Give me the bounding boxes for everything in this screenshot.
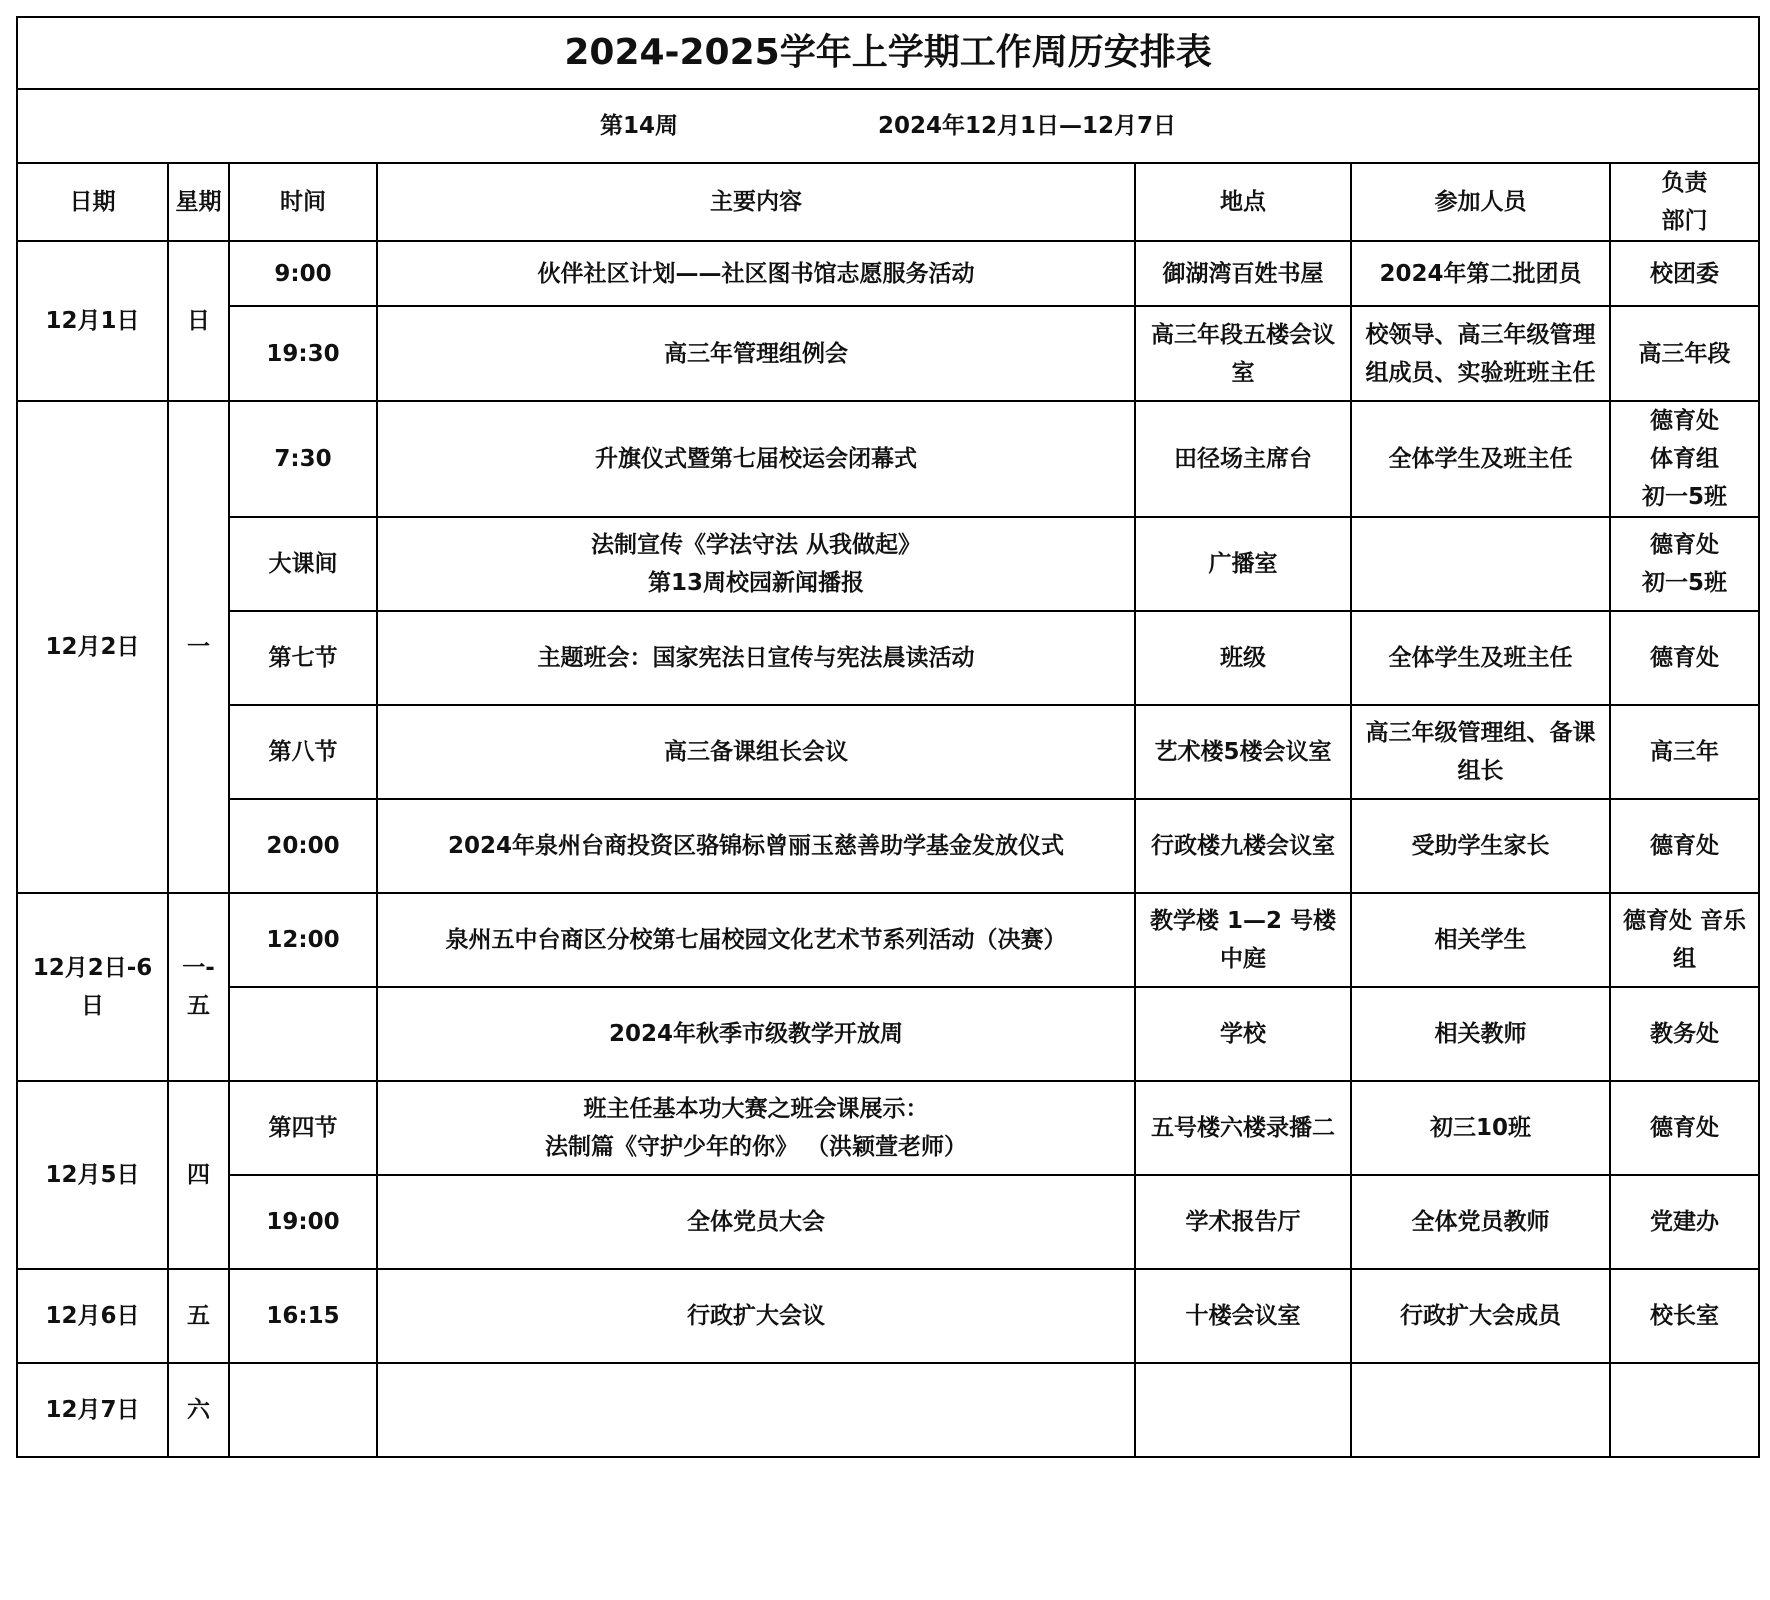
time-cell: 19:30 xyxy=(229,306,377,401)
schedule-row xyxy=(17,705,1759,799)
dept-cell-line: 德育处 xyxy=(1650,408,1720,434)
content-cell xyxy=(377,1175,1135,1269)
dept-cell xyxy=(1610,1363,1759,1457)
schedule-sheet xyxy=(16,16,1760,1458)
schedule-row xyxy=(17,1269,1759,1363)
dept-cell-line: 德育处 xyxy=(1650,645,1720,671)
dept-cell-line: 初一5班 xyxy=(1642,484,1728,510)
place-cell: 教学楼 1—2 号楼中庭 xyxy=(1135,893,1351,987)
place-cell xyxy=(1135,1363,1351,1457)
weekday-cell: 一 xyxy=(168,401,229,893)
schedule-row xyxy=(17,893,1759,987)
participants-cell: 全体学生及班主任 xyxy=(1351,401,1610,517)
date-cell: 12月7日 xyxy=(17,1363,168,1457)
header-time: 时间 xyxy=(229,163,377,241)
dept-cell-line: 教务处 xyxy=(1650,1021,1720,1047)
place-cell: 田径场主席台 xyxy=(1135,401,1351,517)
dept-cell xyxy=(1610,1175,1759,1269)
schedule-row xyxy=(17,799,1759,893)
place-cell: 学术报告厅 xyxy=(1135,1175,1351,1269)
schedule-row xyxy=(17,401,1759,517)
header-dept-line1: 负责 xyxy=(1661,170,1708,196)
content-cell xyxy=(377,611,1135,705)
dept-cell xyxy=(1610,799,1759,893)
time-cell: 大课间 xyxy=(229,517,377,611)
schedule-body xyxy=(17,241,1759,1457)
date-cell: 12月2日-6日 xyxy=(17,893,168,1081)
content-cell xyxy=(377,705,1135,799)
weekday-cell: 五 xyxy=(168,1269,229,1363)
dept-cell xyxy=(1610,1081,1759,1175)
schedule-row xyxy=(17,1363,1759,1457)
content-cell xyxy=(377,799,1135,893)
date-cell: 12月6日 xyxy=(17,1269,168,1363)
schedule-row xyxy=(17,611,1759,705)
participants-cell: 全体党员教师 xyxy=(1351,1175,1610,1269)
header-content: 主要内容 xyxy=(377,163,1135,241)
content-cell-line: 法制宣传《学法守法 从我做起》 xyxy=(590,532,921,558)
header-dept xyxy=(1610,163,1759,241)
participants-cell: 高三年级管理组、备课组长 xyxy=(1351,705,1610,799)
content-cell xyxy=(377,893,1135,987)
place-cell: 高三年段五楼会议室 xyxy=(1135,306,1351,401)
page-title: 2024-2025学年上学期工作周历安排表 xyxy=(17,17,1759,89)
place-cell: 十楼会议室 xyxy=(1135,1269,1351,1363)
place-cell: 学校 xyxy=(1135,987,1351,1081)
week-info xyxy=(17,89,1759,163)
content-cell-line: 主题班会：国家宪法日宣传与宪法晨读活动 xyxy=(537,645,975,671)
dept-cell-line: 校长室 xyxy=(1650,1303,1720,1329)
time-cell: 7:30 xyxy=(229,401,377,517)
content-cell-line: 伙伴社区计划——社区图书馆志愿服务活动 xyxy=(537,260,975,287)
dept-cell-line: 校团委 xyxy=(1650,260,1720,287)
content-cell-line: 升旗仪式暨第七届校运会闭幕式 xyxy=(595,446,917,472)
participants-cell: 相关教师 xyxy=(1351,987,1610,1081)
header-place: 地点 xyxy=(1135,163,1351,241)
content-cell xyxy=(377,241,1135,306)
participants-cell xyxy=(1351,517,1610,611)
time-cell: 16:15 xyxy=(229,1269,377,1363)
dept-cell-line: 高三年 xyxy=(1650,739,1720,765)
weekday-cell: 日 xyxy=(168,241,229,401)
dept-cell xyxy=(1610,241,1759,306)
place-cell: 御湖湾百姓书屋 xyxy=(1135,241,1351,306)
place-cell: 班级 xyxy=(1135,611,1351,705)
schedule-table xyxy=(16,16,1760,1458)
dept-cell xyxy=(1610,705,1759,799)
dept-cell-line: 德育处 xyxy=(1650,833,1720,859)
content-cell-line: 2024年泉州台商投资区骆锦标曾丽玉慈善助学基金发放仪式 xyxy=(447,833,1064,859)
content-cell-line: 高三年管理组例会 xyxy=(664,340,848,367)
week-number: 第14周 xyxy=(600,113,679,139)
time-cell: 20:00 xyxy=(229,799,377,893)
dept-cell xyxy=(1610,893,1759,987)
time-cell: 9:00 xyxy=(229,241,377,306)
participants-cell: 2024年第二批团员 xyxy=(1351,241,1610,306)
participants-cell: 相关学生 xyxy=(1351,893,1610,987)
header-dept-line2: 部门 xyxy=(1661,208,1708,234)
dept-cell-line: 体育组 xyxy=(1650,446,1720,472)
time-cell: 19:00 xyxy=(229,1175,377,1269)
participants-cell xyxy=(1351,1363,1610,1457)
time-cell: 第四节 xyxy=(229,1081,377,1175)
dept-cell-line: 德育处 音乐组 xyxy=(1623,908,1747,972)
schedule-row xyxy=(17,517,1759,611)
place-cell: 行政楼九楼会议室 xyxy=(1135,799,1351,893)
participants-cell: 校领导、高三年级管理组成员、实验班班主任 xyxy=(1351,306,1610,401)
content-cell-line: 第13周校园新闻播报 xyxy=(647,570,864,596)
dept-cell xyxy=(1610,306,1759,401)
content-cell-line: 泉州五中台商区分校第七届校园文化艺术节系列活动（决赛） xyxy=(445,927,1067,953)
time-cell: 第七节 xyxy=(229,611,377,705)
dept-cell xyxy=(1610,517,1759,611)
schedule-row xyxy=(17,1175,1759,1269)
content-cell-line: 班主任基本功大赛之班会课展示： xyxy=(583,1096,929,1122)
header-weekday: 星期 xyxy=(168,163,229,241)
time-cell: 第八节 xyxy=(229,705,377,799)
content-cell xyxy=(377,987,1135,1081)
weekday-cell: 六 xyxy=(168,1363,229,1457)
participants-cell: 行政扩大会成员 xyxy=(1351,1269,1610,1363)
content-cell xyxy=(377,401,1135,517)
content-cell xyxy=(377,1081,1135,1175)
participants-cell: 受助学生家长 xyxy=(1351,799,1610,893)
dept-cell xyxy=(1610,611,1759,705)
dept-cell-line: 初一5班 xyxy=(1642,570,1728,596)
time-cell xyxy=(229,987,377,1081)
dept-cell-line: 高三年段 xyxy=(1638,340,1731,367)
weekday-cell: 四 xyxy=(168,1081,229,1269)
header-row xyxy=(17,163,1759,241)
content-cell-line: 全体党员大会 xyxy=(687,1209,825,1235)
schedule-row xyxy=(17,987,1759,1081)
place-cell: 广播室 xyxy=(1135,517,1351,611)
schedule-row xyxy=(17,306,1759,401)
content-cell-line: 行政扩大会议 xyxy=(687,1303,825,1329)
participants-cell: 初三10班 xyxy=(1351,1081,1610,1175)
dept-cell xyxy=(1610,987,1759,1081)
time-cell: 12:00 xyxy=(229,893,377,987)
date-cell: 12月5日 xyxy=(17,1081,168,1269)
schedule-row xyxy=(17,241,1759,306)
weekday-cell: 一-五 xyxy=(168,893,229,1081)
date-range: 2024年12月1日—12月7日 xyxy=(878,113,1177,139)
header-participants: 参加人员 xyxy=(1351,163,1610,241)
content-cell xyxy=(377,1363,1135,1457)
content-cell xyxy=(377,517,1135,611)
date-cell: 12月2日 xyxy=(17,401,168,893)
dept-cell-line: 德育处 xyxy=(1650,1115,1720,1141)
content-cell-line: 2024年秋季市级教学开放周 xyxy=(608,1021,903,1047)
dept-cell xyxy=(1610,401,1759,517)
content-cell-line: 高三备课组长会议 xyxy=(664,739,848,765)
dept-cell xyxy=(1610,1269,1759,1363)
content-cell xyxy=(377,306,1135,401)
dept-cell-line: 党建办 xyxy=(1650,1209,1720,1235)
date-cell: 12月1日 xyxy=(17,241,168,401)
dept-cell-line: 德育处 xyxy=(1650,532,1720,558)
content-cell-line: 法制篇《守护少年的你》 （洪颖萱老师） xyxy=(544,1134,967,1160)
content-cell xyxy=(377,1269,1135,1363)
header-date: 日期 xyxy=(17,163,168,241)
time-cell xyxy=(229,1363,377,1457)
place-cell: 艺术楼5楼会议室 xyxy=(1135,705,1351,799)
schedule-row xyxy=(17,1081,1759,1175)
participants-cell: 全体学生及班主任 xyxy=(1351,611,1610,705)
place-cell: 五号楼六楼录播二 xyxy=(1135,1081,1351,1175)
